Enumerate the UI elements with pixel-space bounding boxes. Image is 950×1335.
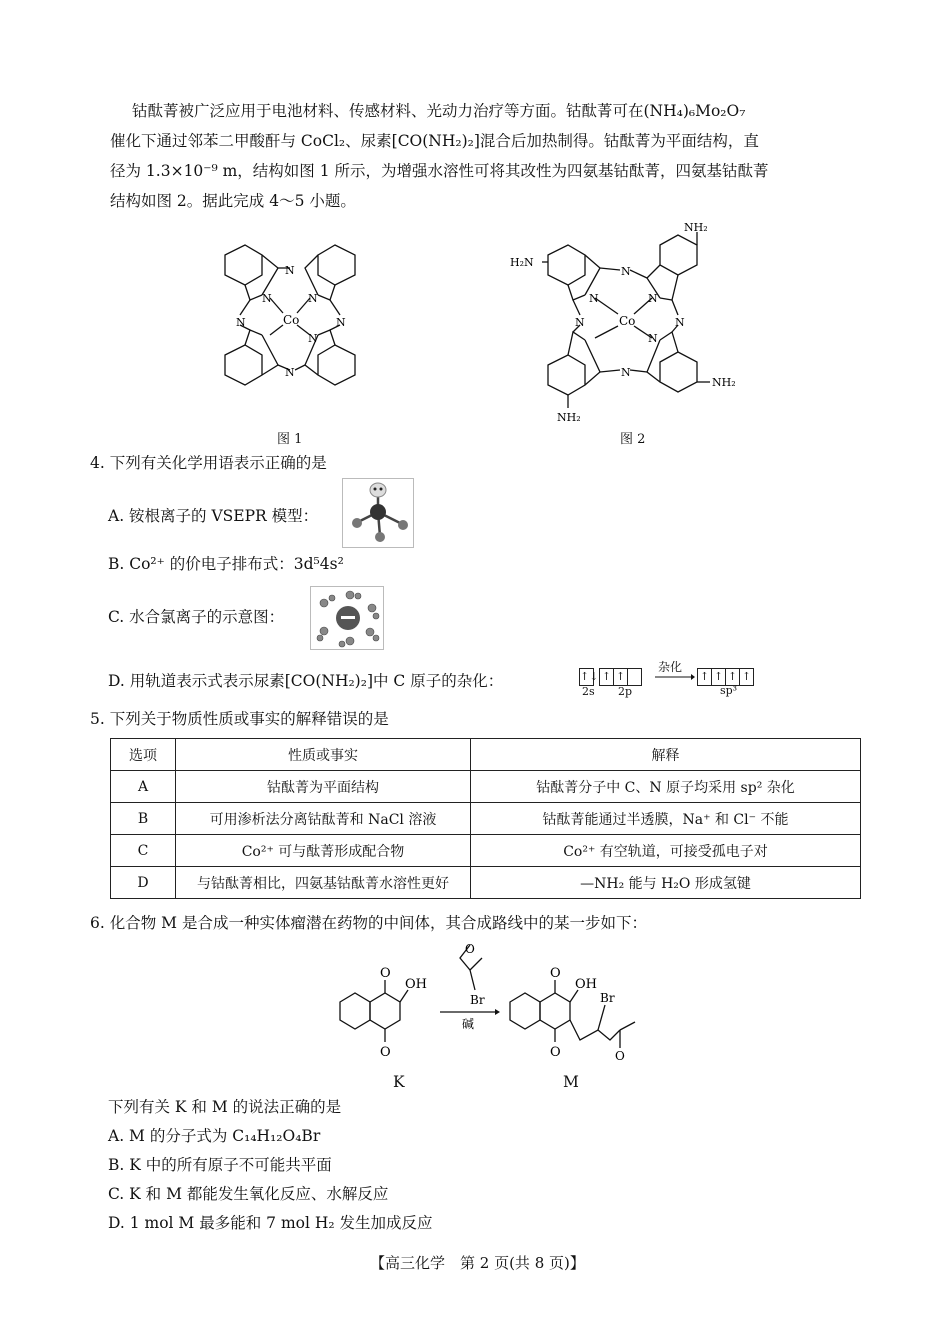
- label-m: M: [563, 1073, 579, 1091]
- intro-line-4: 结构如图 2。据此完成 4～5 小题。: [110, 192, 356, 210]
- header-explanation: 解释: [471, 739, 861, 771]
- reagent-base: 碱: [462, 1017, 475, 1031]
- row-b-fact: 可用渗析法分离钴酞菁和 NaCl 溶液: [176, 803, 471, 835]
- figure-2-caption: 图 2: [620, 432, 646, 447]
- orbital-diagram: [580, 660, 780, 704]
- fig1-n-top: N: [285, 264, 295, 277]
- table-row: [111, 771, 861, 803]
- fig2-n-bottom: N: [621, 366, 631, 379]
- m-o-bottom: O: [550, 1045, 561, 1060]
- orbital-sp3-box-3: ↑: [725, 668, 740, 686]
- row-b-option: B: [111, 803, 176, 835]
- orbital-2s-label: 2s: [582, 685, 595, 698]
- q6-option-d: D. 1 mol M 最多能和 7 mol H₂ 发生加成反应: [108, 1214, 433, 1232]
- row-a-fact: 钴酞菁为平面结构: [176, 771, 471, 803]
- ammonium-vsepr-model-image: [342, 478, 414, 548]
- fig1-co-label: Co: [283, 313, 300, 327]
- k-o-top: O: [380, 966, 391, 981]
- figure-2-structure: [505, 215, 755, 425]
- q6-stem: 6. 化合物 M 是合成一种实体瘤潜在药物的中间体，其合成路线中的某一步如下：: [90, 914, 647, 932]
- orbital-sp3-label: sp³: [720, 684, 738, 697]
- hydrated-chloride-ion-image: [310, 586, 384, 650]
- intro-line-1: 钴酞菁被广泛应用于电池材料、传感材料、光动力治疗等方面。钴酞菁可在(NH₄)₆Mo₂O₇: [132, 102, 746, 120]
- q4-option-d: D. 用轨道表示式表示尿素[CO(NH₂)₂]中 C 原子的杂化：: [108, 672, 504, 690]
- row-c-option: C: [111, 835, 176, 867]
- page-footer: 【高三化学 第 2 页(共 8 页)】: [370, 1254, 585, 1272]
- fig2-n-left: N: [575, 316, 585, 329]
- m-oh: OH: [575, 977, 597, 992]
- label-k: K: [393, 1073, 405, 1091]
- q4-option-c: C. 水合氯离子的示意图：: [108, 608, 285, 626]
- q6-option-a: A. M 的分子式为 C₁₄H₁₂O₄Br: [108, 1127, 321, 1145]
- fig2-nh2-top: NH₂: [684, 221, 708, 234]
- q4-option-b: B. Co²⁺ 的价电子排布式：3d⁵4s²: [108, 555, 344, 573]
- fig2-n-top: N: [621, 265, 631, 278]
- fig1-n-bottom: N: [285, 366, 295, 379]
- q5-table: [110, 738, 861, 899]
- fig1-n-inner-tl: N: [262, 292, 272, 305]
- row-b-explanation: 钴酞菁能通过半透膜，Na⁺ 和 Cl⁻ 不能: [471, 803, 861, 835]
- hybridization-label: 杂化: [658, 660, 683, 674]
- figure-1-structure: [200, 235, 380, 410]
- q4-option-a: A. 铵根离子的 VSEPR 模型：: [108, 507, 319, 525]
- orbital-sp3-box-1: ↑: [697, 668, 712, 686]
- orbital-sp3-box-4: ↑: [739, 668, 754, 686]
- fig2-n-inner-tl: N: [589, 292, 599, 305]
- k-o-bottom: O: [380, 1045, 391, 1060]
- orbital-2p-label: 2p: [618, 685, 633, 698]
- figure-1-caption: 图 1: [277, 432, 303, 447]
- fig2-n-inner-tr: N: [648, 292, 658, 305]
- fig2-n-inner-br: N: [648, 332, 658, 345]
- fig1-n-inner-br: N: [308, 332, 318, 345]
- orbital-2s-box: ↑↓: [579, 668, 594, 686]
- orbital-sp3-box-2: ↑: [711, 668, 726, 686]
- table-row: [111, 867, 861, 899]
- intro-line-3: 径为 1.3×10⁻⁹ m，结构如图 1 所示，为增强水溶性可将其改性为四氨基钴酞菁，四氨基钴酞菁: [110, 162, 769, 180]
- reaction-scheme: [330, 935, 650, 1065]
- fig2-n-right: N: [675, 316, 685, 329]
- reagent-br: Br: [470, 993, 485, 1007]
- q5-stem: 5. 下列关于物质性质或事实的解释错误的是: [90, 710, 389, 728]
- k-oh: OH: [405, 977, 427, 992]
- table-row: [111, 803, 861, 835]
- orbital-2p-box-2: ↑: [613, 668, 628, 686]
- fig2-h2n-left: H₂N: [510, 256, 534, 269]
- fig2-co-label: Co: [619, 314, 636, 328]
- hybridization-arrow: [655, 673, 695, 681]
- intro-line-2: 催化下通过邻苯二甲酸酐与 CoCl₂、尿素[CO(NH₂)₂]混合后加热制得。钴酞菁为平面结构，直: [110, 132, 759, 150]
- q4-stem: 4. 下列有关化学用语表示正确的是: [90, 454, 327, 472]
- row-d-option: D: [111, 867, 176, 899]
- table-header-row: [111, 739, 861, 771]
- header-option: 选项: [111, 739, 176, 771]
- m-br: Br: [600, 991, 615, 1005]
- row-a-option: A: [111, 771, 176, 803]
- fig2-nh2-right: NH₂: [712, 376, 736, 389]
- m-o-top: O: [550, 966, 561, 981]
- table-row: [111, 835, 861, 867]
- fig2-nh2-bottom: NH₂: [557, 411, 581, 424]
- row-c-fact: Co²⁺ 可与酞菁形成配合物: [176, 835, 471, 867]
- orbital-2p-box-1: ↑: [599, 668, 614, 686]
- orbital-2p-box-3: [627, 668, 642, 686]
- row-d-fact: 与钴酞菁相比，四氨基钴酞菁水溶性更好: [176, 867, 471, 899]
- q6-option-b: B. K 中的所有原子不可能共平面: [108, 1156, 332, 1174]
- reagent-o: O: [465, 942, 475, 956]
- fig1-n-inner-tr: N: [308, 292, 318, 305]
- row-c-explanation: Co²⁺ 有空轨道，可接受孤电子对: [471, 835, 861, 867]
- row-d-explanation: —NH₂ 能与 H₂O 形成氢键: [471, 867, 861, 899]
- q6-option-c: C. K 和 M 都能发生氧化反应、水解反应: [108, 1185, 389, 1203]
- header-fact: 性质或事实: [176, 739, 471, 771]
- row-a-explanation: 钴酞菁分子中 C、N 原子均采用 sp² 杂化: [471, 771, 861, 803]
- fig1-n-right: N: [336, 316, 346, 329]
- fig1-n-left: N: [236, 316, 246, 329]
- q6-sub-stem: 下列有关 K 和 M 的说法正确的是: [108, 1098, 342, 1116]
- m-o-ketone: O: [615, 1049, 625, 1063]
